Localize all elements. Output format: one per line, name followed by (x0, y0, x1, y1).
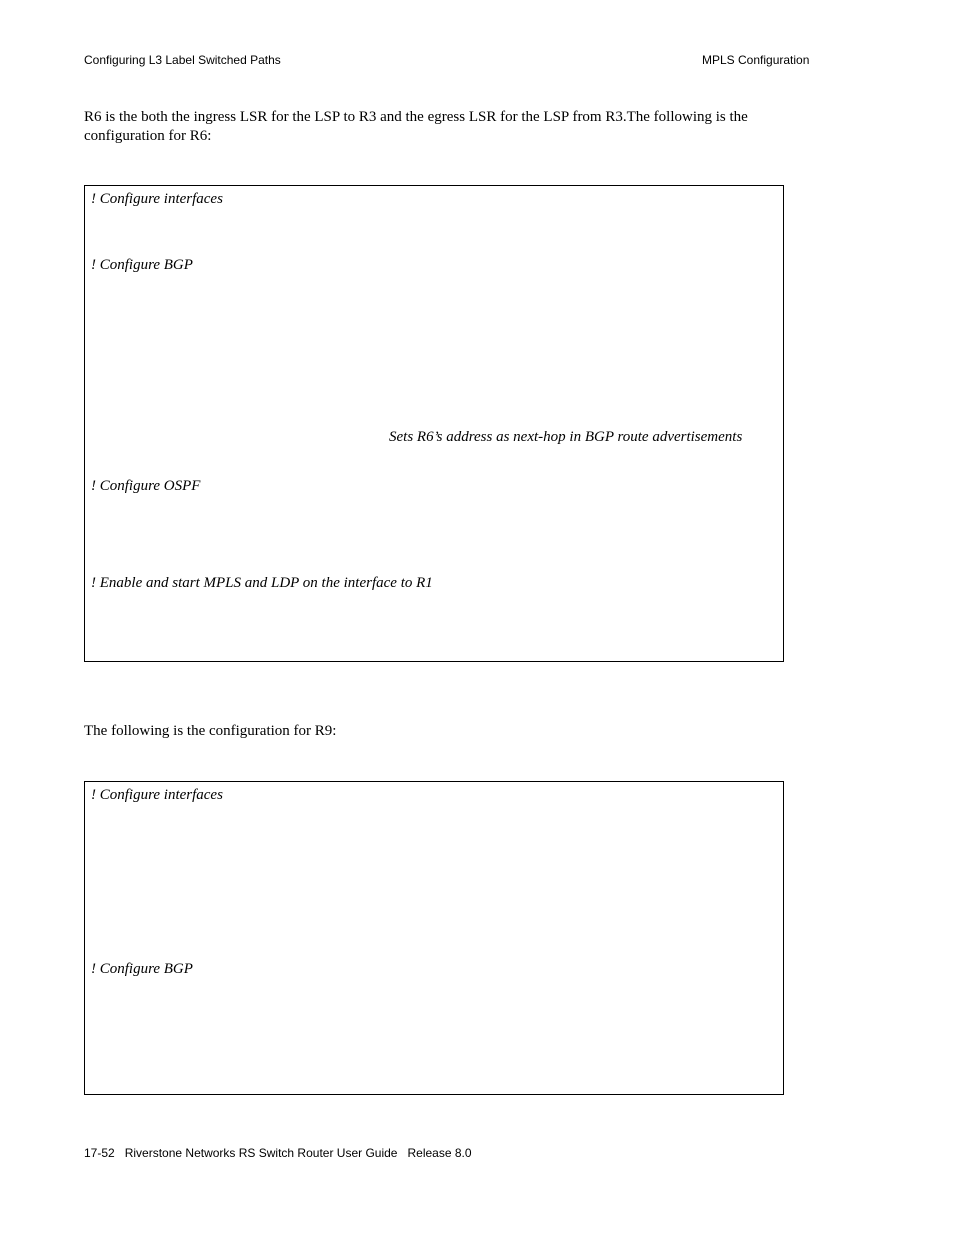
comment-configure-bgp: ! Configure BGP (91, 257, 193, 273)
config-box-r6 (84, 185, 784, 662)
running-header-chapter: MPLS Configuration (702, 53, 810, 67)
comment-enable-mpls-ldp: ! Enable and start MPLS and LDP on the interface to R1 (91, 575, 433, 591)
comment-configure-interfaces: ! Configure interfaces (91, 787, 223, 803)
intro-paragraph-r6: R6 is the both the ingress LSR for the LSP to R3 and the egress LSR for the LSP from R3.The following is the configuration for R6: (84, 109, 748, 144)
footer-release: Release 8.0 (407, 1146, 472, 1160)
comment-configure-ospf: ! Configure OSPF (91, 478, 201, 494)
comment-configure-interfaces: ! Configure interfaces (91, 191, 223, 207)
comment-next-hop: Sets R6’s address as next-hop in BGP route advertisements (389, 429, 743, 445)
footer-page-number: 17-52 (84, 1146, 115, 1160)
page-footer (84, 1146, 472, 1160)
comment-configure-bgp: ! Configure BGP (91, 961, 193, 977)
config-box-r9 (84, 781, 784, 1095)
footer-guide-title: Riverstone Networks RS Switch Router User Guide (124, 1146, 398, 1160)
running-header-section: Configuring L3 Label Switched Paths (84, 53, 281, 67)
intro-paragraph-r9: The following is the configuration for R9: (84, 723, 337, 739)
